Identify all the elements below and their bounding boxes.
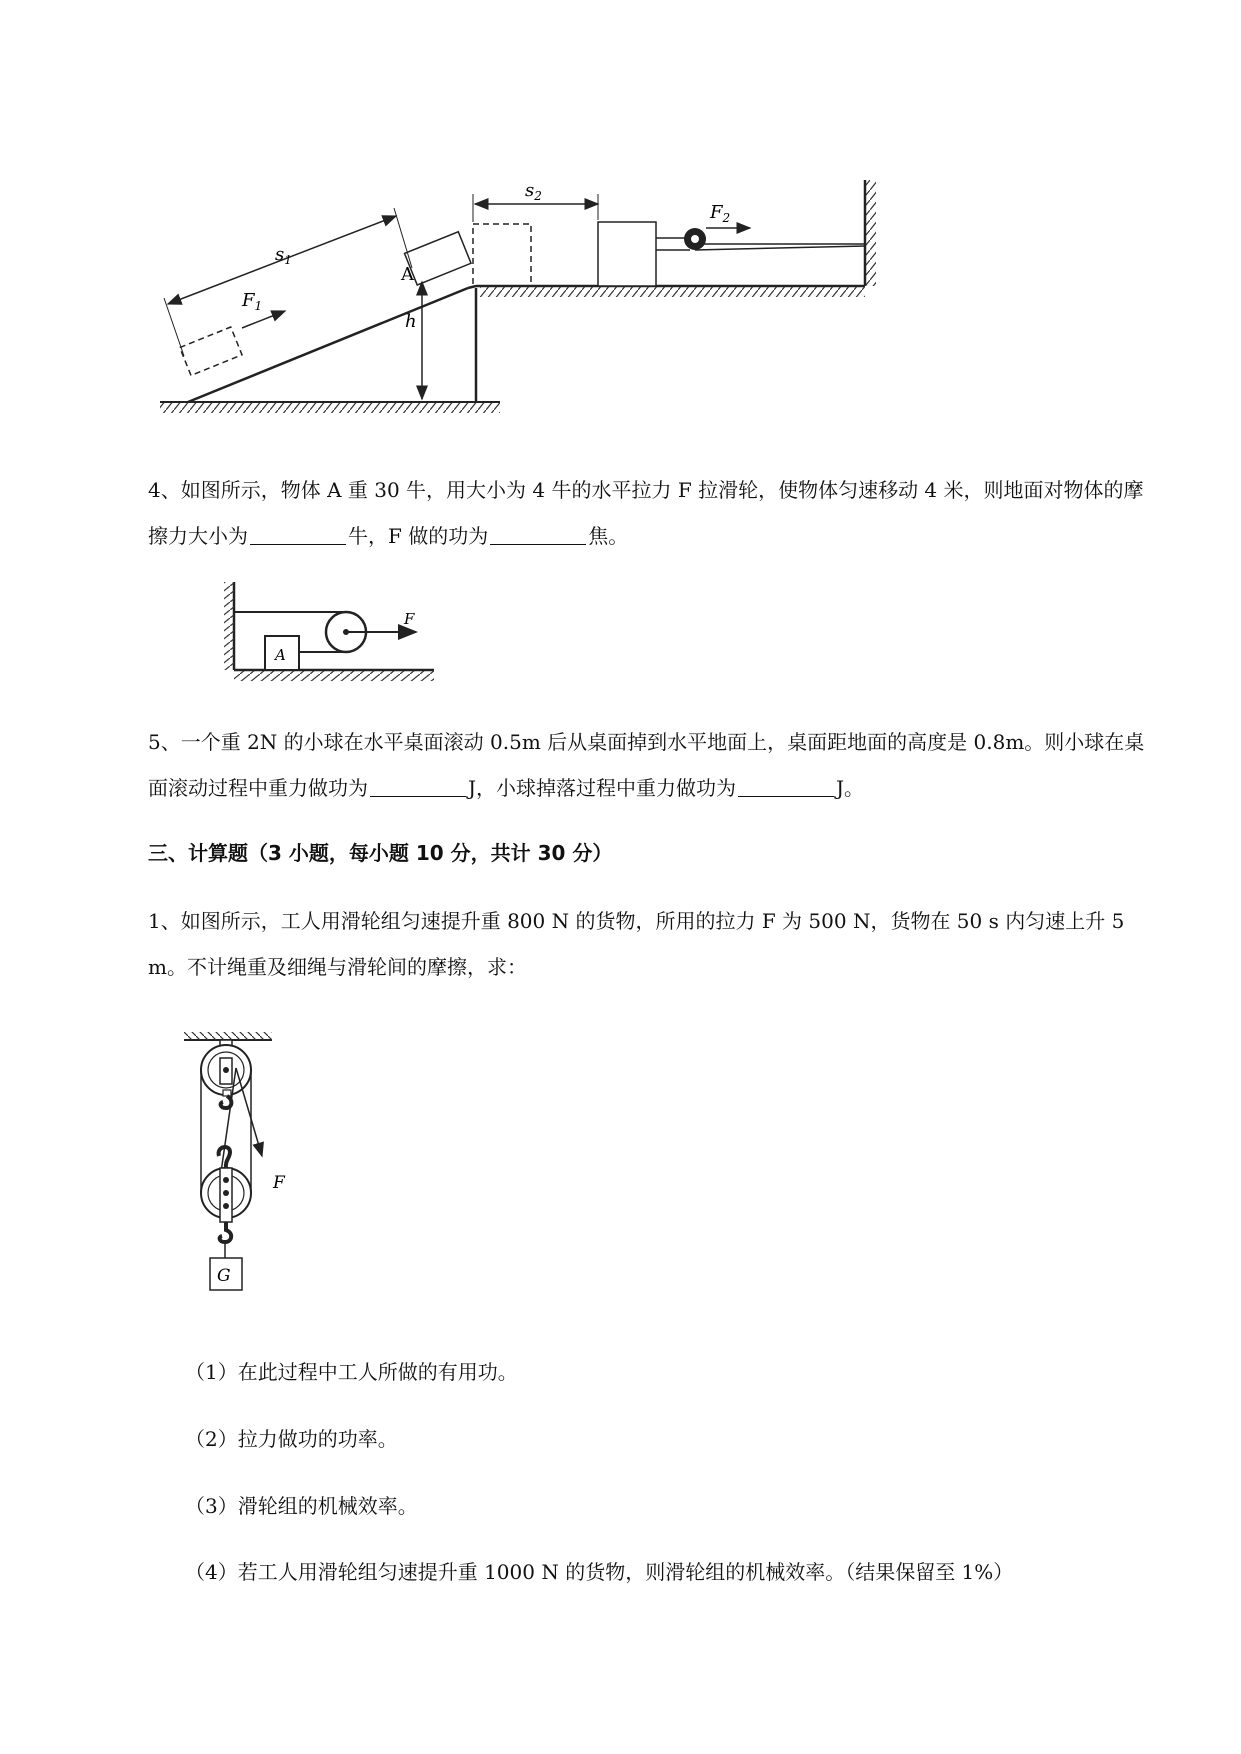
figure-incline-and-horizontal [150,180,990,420]
question-4 [148,467,1148,559]
figure-horizontal-pulley [220,578,440,688]
q5-text-before: 5、一个重 2N 的小球在水平桌面滚动 0.5m 后从桌面掉到水平地面上，桌面距地面的高度是 0.8m。则小球在桌面滚动过程中重力做功为 [148,730,1145,800]
label-f2: $F_2$ [710,202,731,225]
figure-pulley-block [180,1028,310,1298]
label-f: F [404,610,415,628]
sub-question-3: （3）滑轮组的机械效率。 [185,1494,418,1518]
label-a: A [275,646,286,664]
label-f: F [273,1173,285,1193]
q5-text-after: J。 [836,776,865,800]
q4-text-before: 4、如图所示，物体 A 重 30 牛，用大小为 4 牛的水平拉力 F 拉滑轮，使物体匀速移动 4 米，则地面对物体的摩擦力大小为 [148,478,1144,548]
sub-question-4: （4）若工人用滑轮组匀速提升重 1000 N 的货物，则滑轮组的机械效率。（结果保留至 1%） [185,1560,1014,1584]
label-s2: $s_2$ [525,180,542,203]
label-a: A [401,264,414,285]
calc-question-1: 1、如图所示，工人用滑轮组匀速提升重 800 N 的货物，所用的拉力 F 为 500 N，货物在 50 s 内匀速上升 5 m。不计绳重及细绳与滑轮间的摩擦，求： [148,909,1125,979]
q4-answer-blank-1[interactable] [250,524,346,545]
q5-text-middle: J，小球掉落过程中重力做功为 [468,776,737,800]
sub-question-1: （1）在此过程中工人所做的有用功。 [185,1360,518,1384]
q4-answer-blank-2[interactable] [490,524,586,545]
question-5 [148,719,1148,811]
label-h: h [405,311,417,332]
section-3-heading: 三、计算题（3 小题，每小题 10 分，共计 30 分） [148,841,613,865]
label-g: G [217,1266,231,1286]
label-f1: $F_1$ [242,290,263,313]
q5-answer-blank-2[interactable] [738,776,834,797]
q4-text-after: 焦。 [588,524,629,548]
sub-question-2: （2）拉力做功的功率。 [185,1427,398,1451]
q5-answer-blank-1[interactable] [370,776,466,797]
label-s1: $s_1$ [275,244,292,267]
q4-text-middle: 牛，F 做的功为 [348,524,489,548]
